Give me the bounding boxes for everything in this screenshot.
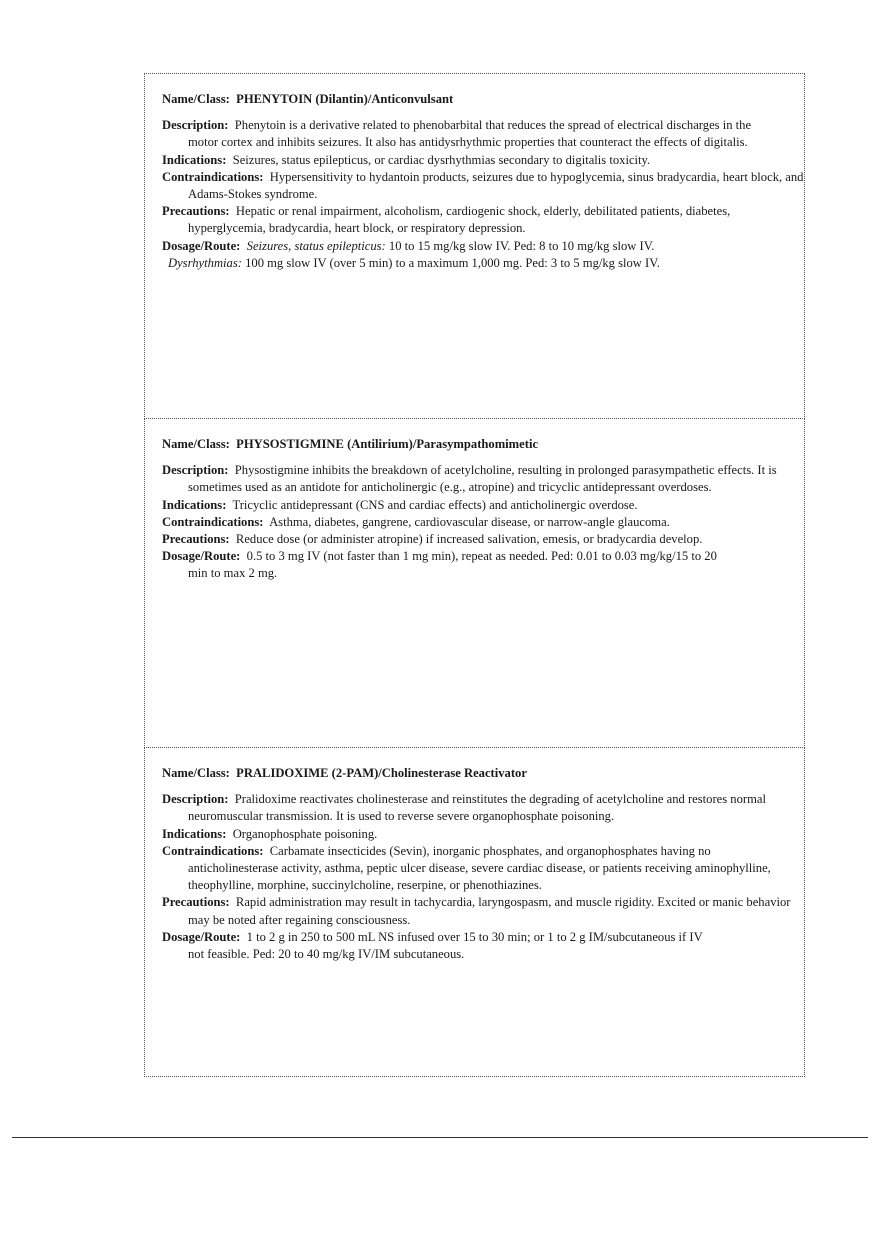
dosage-row <box>162 238 804 255</box>
name-class-label: Name/Class: <box>162 92 230 106</box>
description-row <box>162 462 804 496</box>
dosage-label: Dosage/Route: <box>162 929 241 944</box>
contraindications-label: Contraindications: <box>162 169 264 184</box>
indications-text: Organophosphate poisoning. <box>232 826 378 841</box>
precautions-row <box>162 894 804 928</box>
dosage-dysrhythmias-text: 100 mg slow IV (over 5 min) to a maximum 1,000 mg. Ped: 3 to 5 mg/kg slow IV. <box>245 255 660 270</box>
indications-row <box>162 152 804 169</box>
description-text: Physostigmine inhibits the breakdown of acetylcholine, resulting in prolonged parasympathetic effects. It is sometimes used as an antidote for anticholinergic (e.g., atropine) and tricyclic antidepressant overdoses. <box>188 463 777 495</box>
name-class-label: Name/Class: <box>162 766 230 780</box>
description-label: Description: <box>162 118 229 133</box>
precautions-label: Precautions: <box>162 532 230 547</box>
contraindications-label: Contraindications: <box>162 514 264 529</box>
card-content <box>162 436 804 583</box>
name-class-label: Name/Class: <box>162 437 230 451</box>
precautions-row <box>162 531 804 548</box>
precautions-text: Rapid administration may result in tachycardia, laryngospasm, and muscle rigidity. Excited or manic behavior may be noted after regaining consciousness. <box>188 895 791 927</box>
drug-card-phenytoin <box>144 73 805 419</box>
description-label: Description: <box>162 463 229 478</box>
precautions-text: Hepatic or renal impairment, alcoholism, cardiogenic shock, elderly, debilitated patients, diabetes, hyperglycemia, bradycardia, heart block, or respiratory depression. <box>188 204 731 236</box>
card-content <box>162 91 804 272</box>
name-class-row <box>162 765 804 782</box>
dosage-row <box>162 929 708 963</box>
contraindications-text: Carbamate insecticides (Sevin), inorganic phosphates, and organophosphates having no anticholinesterase activity, asthma, peptic ulcer disease, severe cardiac disease, or patients receiving aminophylline, theophylline, morphine, succinylcholine, reserpine, or phenothiazines. <box>188 843 771 893</box>
name-class-row <box>162 436 804 453</box>
drug-card-pralidoxime <box>144 748 805 1077</box>
footer-rule <box>12 1137 868 1138</box>
contraindications-text: Hypersensitivity to hydantoin products, seizures due to hypoglycemia, sinus bradycardia, heart block, and Adams-Stokes syndrome. <box>188 169 804 202</box>
contraindications-label: Contraindications: <box>162 843 264 858</box>
contraindications-row <box>162 169 804 203</box>
description-row <box>162 117 778 151</box>
dosage-dysrhythmias-label: Dysrhythmias: <box>168 255 242 270</box>
indications-text: Seizures, status epilepticus, or cardiac dysrhythmias secondary to digitalis toxicity. <box>232 152 651 167</box>
dosage-seizures-label: Seizures, status epilepticus: <box>246 238 386 253</box>
contraindications-row <box>162 514 804 531</box>
description-label: Description: <box>162 792 229 807</box>
indications-label: Indications: <box>162 497 227 512</box>
dosage-label: Dosage/Route: <box>162 549 241 564</box>
contraindications-row <box>162 843 804 895</box>
dosage-text: 1 to 2 g in 250 to 500 mL NS infused over 15 to 30 min; or 1 to 2 g IM/subcutaneous if IV not feasible. Ped: 20 to 40 mg/kg IV/IM subcutaneous. <box>188 929 703 962</box>
name-class-row <box>162 91 804 108</box>
dosage-text: 0.5 to 3 mg IV (not faster than 1 mg min), repeat as needed. Ped: 0.01 to 0.03 mg/kg/15 to 20 min to max 2 mg. <box>188 549 717 581</box>
indications-text: Tricyclic antidepressant (CNS and cardiac effects) and anticholinergic overdose. <box>232 497 638 512</box>
drug-card-physostigmine <box>144 419 805 748</box>
precautions-label: Precautions: <box>162 204 230 219</box>
dosage-seizures-text: 10 to 15 mg/kg slow IV. Ped: 8 to 10 mg/kg slow IV. <box>388 238 655 253</box>
indications-label: Indications: <box>162 152 227 167</box>
card-content <box>162 765 804 963</box>
precautions-text: Reduce dose (or administer atropine) if increased salivation, emesis, or bradycardia develop. <box>235 532 703 547</box>
dosage-row-2 <box>162 255 728 272</box>
drug-name: PHYSOSTIGMINE (Antilirium)/Parasympathomimetic <box>236 437 539 451</box>
precautions-label: Precautions: <box>162 895 230 910</box>
description-text: Pralidoxime reactivates cholinesterase and reinstitutes the degrading of acetylcholine and restores normal neuromuscular transmission. It is used to reverse severe organophosphate poisoning. <box>188 792 766 824</box>
indications-label: Indications: <box>162 826 227 841</box>
dosage-label: Dosage/Route: <box>162 238 241 253</box>
precautions-row <box>162 203 798 237</box>
indications-row <box>162 497 804 514</box>
description-row <box>162 791 804 825</box>
description-text: Phenytoin is a derivative related to phenobarbital that reduces the spread of electrical discharges in the motor cortex and inhibits seizures. It also has antidysrhythmic properties that counteract the effects of digitalis. <box>188 118 752 150</box>
indications-row <box>162 826 804 843</box>
drug-card-sheet <box>144 73 805 1077</box>
dosage-row <box>162 548 728 582</box>
drug-name: PHENYTOIN (Dilantin)/Anticonvulsant <box>236 92 454 106</box>
contraindications-text: Asthma, diabetes, gangrene, cardiovascular disease, or narrow-angle glaucoma. <box>269 514 670 529</box>
drug-name: PRALIDOXIME (2-PAM)/Cholinesterase Reactivator <box>236 766 527 780</box>
